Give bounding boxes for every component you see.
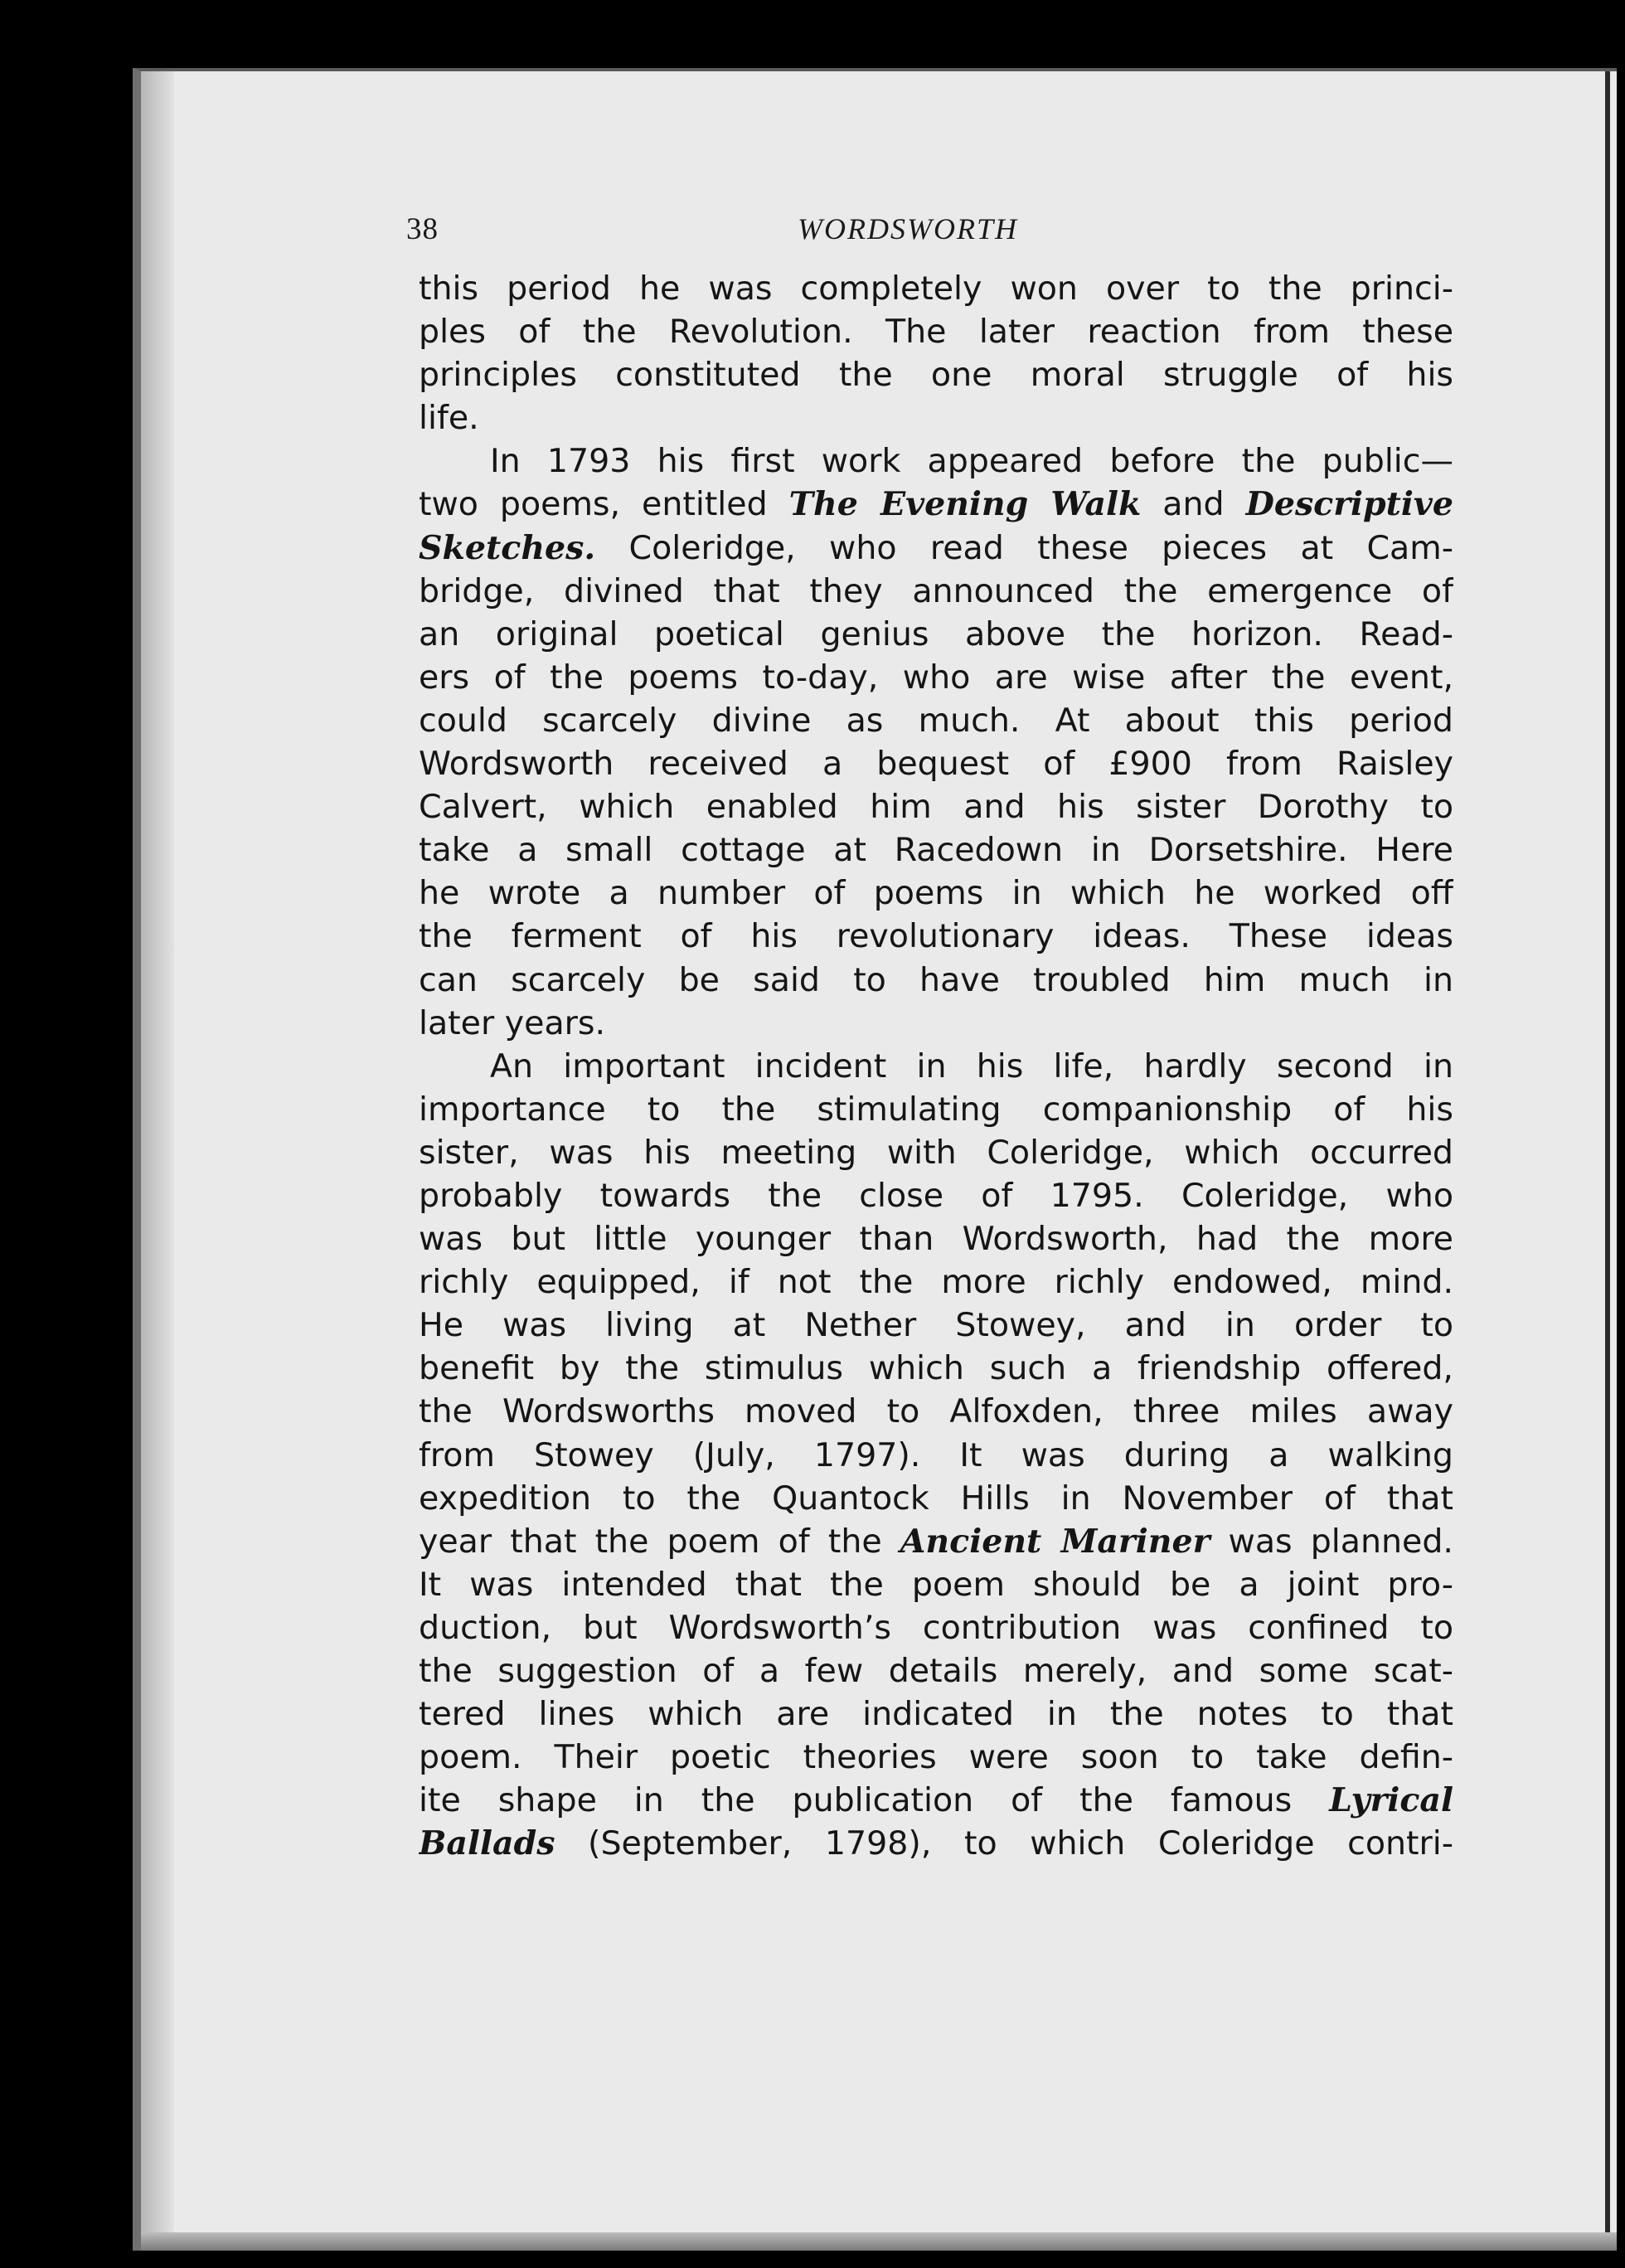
- text-line: he wrote a number of poems in which he worked off: [419, 874, 1453, 913]
- text-line: In 1793 his first work appeared before the public—: [490, 442, 1453, 481]
- text-line: duction, but Wordsworth’s contribution was confined to: [419, 1608, 1453, 1647]
- text-line: ers of the poems to-day, who are wise after the event,: [419, 658, 1453, 697]
- italic-title: Sketches.: [419, 528, 596, 567]
- text-line: could scarcely divine as much. At about this period: [419, 701, 1453, 740]
- text-line-with-italics: two poems, entitled The Evening Walk and Descriptive: [419, 485, 1453, 524]
- text-line: later years.: [419, 1003, 606, 1042]
- text-line: life.: [419, 399, 479, 438]
- text-line: expedition to the Quantock Hills in November of that: [419, 1479, 1453, 1518]
- text-line: He was living at Nether Stowey, and in order to: [419, 1306, 1453, 1345]
- text-line: An important incident in his life, hardly second in: [490, 1047, 1453, 1085]
- text-line: poem. Their poetic theories were soon to take defin-: [419, 1738, 1453, 1777]
- text-line: benefit by the stimulus which such a friendship offered,: [419, 1349, 1453, 1388]
- text-line: was but little younger than Wordsworth, had the more: [419, 1220, 1453, 1259]
- text-line: take a small cottage at Racedown in Dorsetshire. Here: [419, 831, 1453, 870]
- text-line-with-italics: Ballads (September, 1798), to which Coleridge contri-: [419, 1824, 1453, 1863]
- running-title: WORDSWORTH: [798, 212, 1018, 245]
- text-line: ples of the Revolution. The later reaction from these: [419, 313, 1453, 352]
- text-line: an original poetical genius above the horizon. Read-: [419, 614, 1453, 653]
- page-edge-shadow: [1605, 71, 1610, 2251]
- text-line: this period he was completely won over to the princi-: [419, 270, 1453, 308]
- text-line: tered lines which are indicated in the notes to that: [419, 1695, 1453, 1734]
- text-line-with-italics: year that the poem of the Ancient Mariner was planned.: [419, 1522, 1453, 1561]
- body-text: [419, 267, 1453, 1865]
- text-line: principles constituted the one moral struggle of his: [419, 356, 1453, 395]
- page-bottom-edge: [141, 2232, 1617, 2251]
- text-line-with-italics: Sketches. Coleridge, who read these pieces at Cam-: [419, 528, 1453, 567]
- text-line: Calvert, which enabled him and his sister Dorothy to: [419, 788, 1453, 827]
- page-number: 38: [406, 212, 439, 246]
- text-line: richly equipped, if not the more richly endowed, mind.: [419, 1263, 1453, 1302]
- italic-title: Lyrical: [1329, 1781, 1453, 1820]
- text-line: sister, was his meeting with Coleridge, which occurred: [419, 1133, 1453, 1172]
- running-header: [406, 211, 1459, 253]
- text-line: the Wordsworths moved to Alfoxden, three miles away: [419, 1392, 1453, 1431]
- italic-title: Ancient Mariner: [900, 1522, 1210, 1561]
- italic-title: Descriptive: [1245, 485, 1453, 524]
- italic-title: The Evening Walk: [788, 485, 1142, 524]
- text-line-with-italics: ite shape in the publication of the famous Lyrical: [419, 1781, 1453, 1820]
- text-line: Wordsworth received a bequest of £900 from Raisley: [419, 745, 1453, 784]
- text-line: the ferment of his revolutionary ideas. These ideas: [419, 917, 1453, 956]
- text-line: from Stowey (July, 1797). It was during a walking: [419, 1435, 1453, 1474]
- text-line: can scarcely be said to have troubled him much in: [419, 960, 1453, 999]
- text-line: bridge, divined that they announced the emergence of: [419, 571, 1453, 610]
- text-line: It was intended that the poem should be a joint pro-: [419, 1565, 1453, 1604]
- text-line: probably towards the close of 1795. Coleridge, who: [419, 1176, 1453, 1215]
- gutter-shadow: [141, 71, 174, 2251]
- italic-title: Ballads: [419, 1824, 555, 1863]
- text-line: the suggestion of a few details merely, and some scat-: [419, 1652, 1453, 1690]
- text-line: importance to the stimulating companionship of his: [419, 1090, 1453, 1129]
